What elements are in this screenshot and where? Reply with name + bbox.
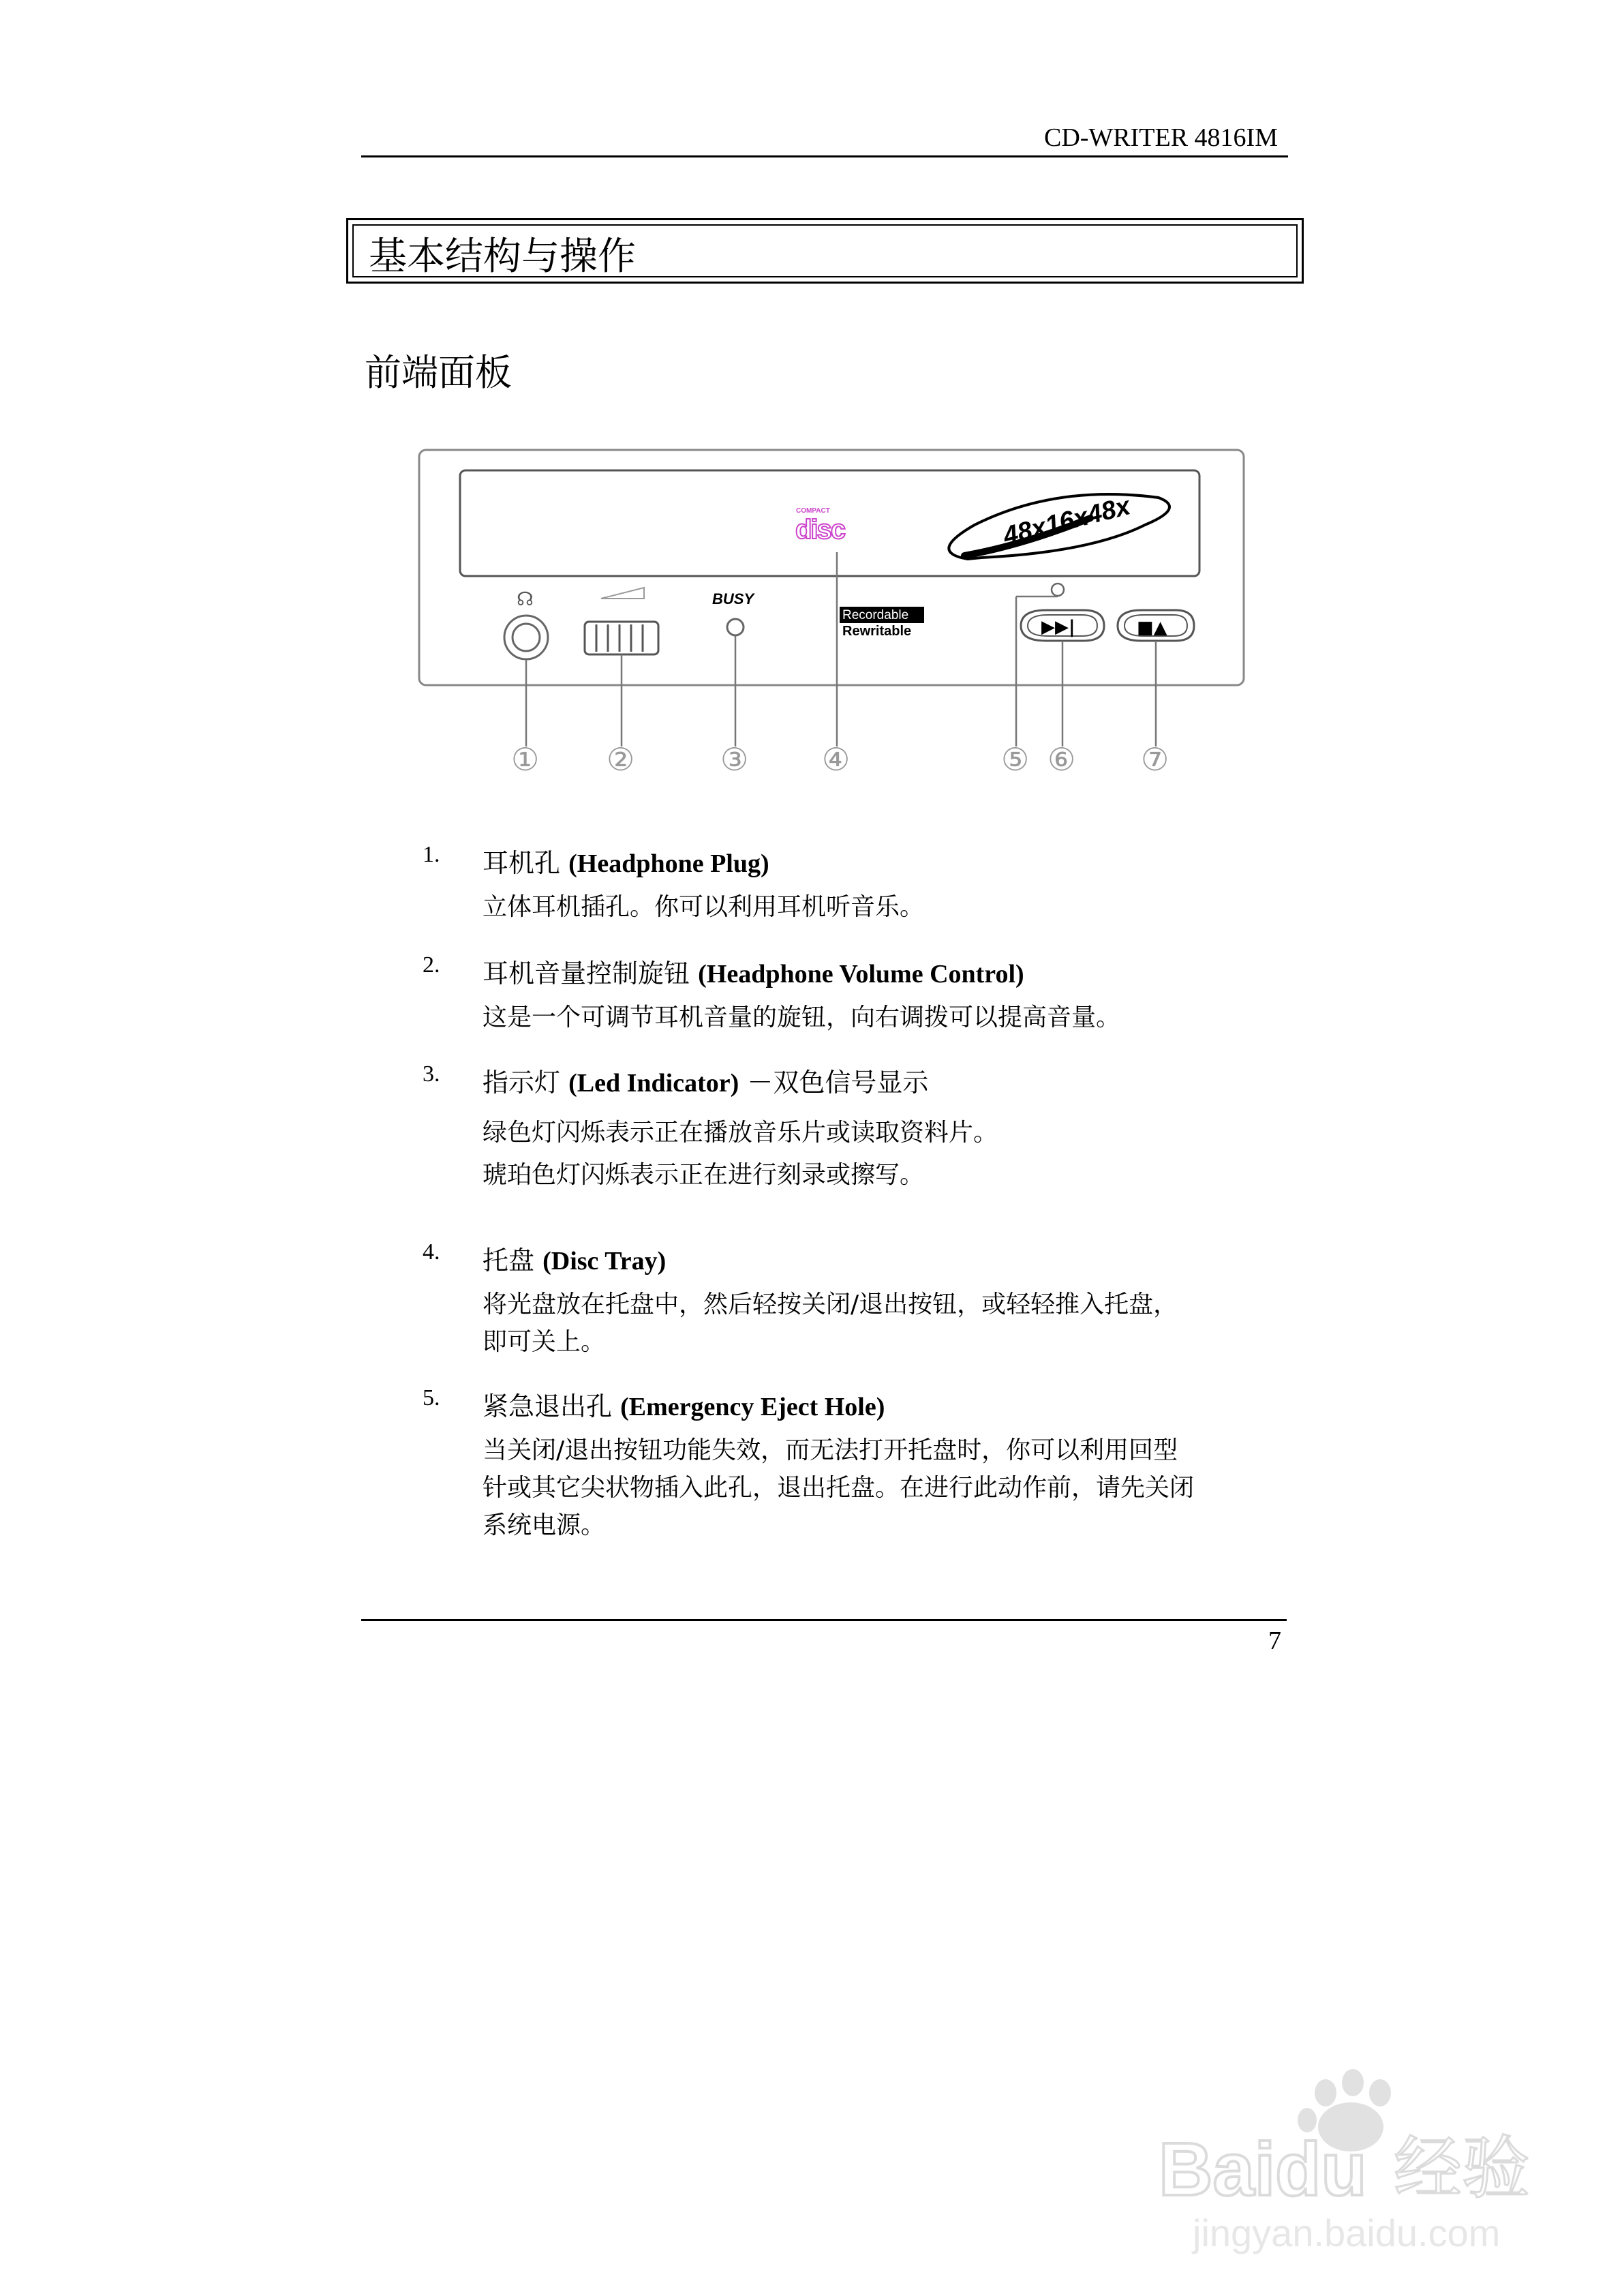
front-panel-diagram [409,443,1254,784]
baidu-jingyan-watermark [1152,2052,1561,2256]
disc-logo: disc [795,515,845,545]
item-number: 2. [423,952,440,978]
item-number: 3. [423,1061,440,1087]
headphone-icon: ☊ [517,588,534,610]
item-number: 1. [423,842,440,867]
play-skip-button[interactable] [1021,610,1104,641]
stop-eject-icon: ■▲ [1137,618,1167,638]
item-description: 这是一个可调节耳机音量的旋钮，向右调拨可以提高音量。 [483,1003,1121,1031]
item-title: 紧急退出孔 (Emergency Eject Hole) [483,1391,885,1421]
stop-eject-button[interactable] [1118,610,1194,641]
item-number: 5. [423,1385,440,1410]
disc-logo-top: COMPACT [796,507,830,515]
item-description: 绿色灯闪烁表示正在播放音乐片或读取资料片。 琥珀色灯闪烁表示正在进行刻录或擦写。 [483,1119,998,1189]
headphone-jack[interactable] [504,588,548,659]
callout-3: ③ [720,741,749,778]
callout-2: ② [607,741,635,778]
speed-badge [949,492,1169,559]
callout-6: ⑥ [1047,741,1076,778]
section-title-box [346,218,1304,284]
rewritable-label: Rewritable [842,624,912,639]
callout-4: ④ [822,741,851,778]
item-title: 耳机孔 (Headphone Plug) [483,848,769,878]
section-title-inner-border [352,224,1298,277]
item-title: 指示灯 (Led Indicator) －双色信号显示 [483,1068,929,1098]
recordable-label: Recordable [842,608,909,622]
item-title: 耳机音量控制旋钮 (Headphone Volume Control) [483,958,1024,988]
item-title: 托盘 (Disc Tray) [483,1245,667,1275]
volume-control-wheel[interactable] [585,588,658,654]
header-rule [361,155,1288,157]
header-product-name: CD-WRITER 4816IM [1043,123,1278,152]
watermark-url: jingyan.baidu.com [1193,2211,1501,2254]
item-description: 将光盘放在托盘中，然后轻按关闭/退出按钮，或轻轻推入托盘， 即可关上。 [483,1290,1178,1356]
page-number: 7 [1268,1627,1281,1655]
busy-led [727,619,744,635]
footer-rule [361,1619,1287,1621]
item-number: 4. [423,1239,440,1265]
watermark-brand: Baidu [1159,2128,1367,2211]
watermark-cn: 经验 [1394,2128,1530,2208]
item-description: 当关闭/退出按钮功能失效，而无法打开托盘时，你可以利用回型 针或其它尖状物插入此孔，退出托盘。在进行此动作前，请先关闭 系统电源。 [483,1436,1195,1539]
callout-1: ① [511,741,540,778]
callout-5: ⑤ [1001,741,1030,778]
callout-leader-lines [526,552,1156,746]
play-skip-icon: ▶▶| [1041,617,1075,637]
item-description: 立体耳机插孔。你可以利用耳机听音乐。 [483,893,925,921]
subheading: 前端面板 [365,351,512,394]
callout-7: ⑦ [1141,741,1169,778]
busy-label: BUSY [712,590,754,607]
emergency-eject-hole [1052,584,1064,596]
speed-badge-text: 48x16x48x [1000,492,1133,552]
section-title: 基本结构与操作 [369,235,636,279]
